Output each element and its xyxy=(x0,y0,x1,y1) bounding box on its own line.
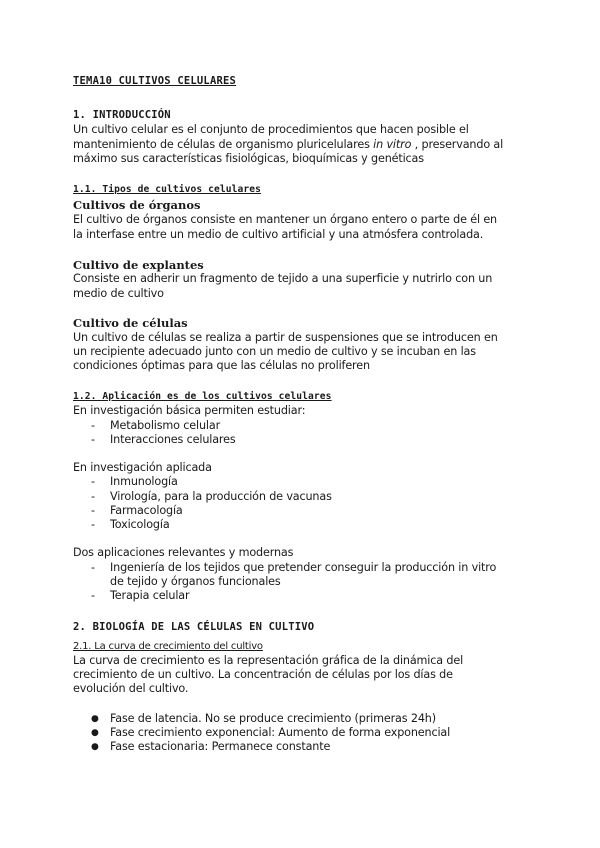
subsection-heading-aplicaciones: 1.2. Aplicación es de los cultivos celulares xyxy=(73,391,332,402)
intro-line-3: máximo sus características fisiológicas, bioquímicas y genéticas xyxy=(73,152,424,165)
organos-line-2: la interfase entre un medio de cultivo artificial y una atmósfera controlada. xyxy=(73,228,484,241)
section-heading-biologia: 2. BIOLOGÍA DE LAS CÉLULAS EN CULTIVO xyxy=(73,621,315,633)
biologia-line-3: evolución del cultivo. xyxy=(73,682,189,695)
explantes-line-2: medio de cultivo xyxy=(73,287,164,300)
biologia-line-1: La curva de crecimiento es la representación gráfica de la dinámica del xyxy=(73,654,464,667)
subsection-heading-curva: 2.1. La curva de crecimiento del cultivo xyxy=(73,641,263,652)
subsection-heading-tipos: 1.1. Tipos de cultivos celulares xyxy=(73,184,262,195)
basica-intro: En investigación básica permiten estudiar: xyxy=(73,404,306,417)
italic-in-vitro: in vitro xyxy=(373,138,412,151)
biologia-line-2: crecimiento de un cultivo. La concentración de células por los días de xyxy=(73,668,453,681)
celulas-line-2: un recipiente adecuado junto con un medio de cultivo y se incuban en las xyxy=(73,345,476,358)
organos-line-1: El cultivo de órganos consiste en mantener un órgano entero o parte de él en xyxy=(73,213,497,226)
subtitle-cultivos-organos: Cultivos de órganos xyxy=(73,198,201,212)
document-title: TEMA10 CULTIVOS CELULARES xyxy=(73,75,237,87)
intro-line-1: Un cultivo celular es el conjunto de procedimientos que hacen posible el xyxy=(73,123,469,136)
explantes-line-1: Consiste en adherir un fragmento de tejido a una superficie y nutrirlo con un xyxy=(73,272,493,285)
subtitle-cultivo-celulas: Cultivo de células xyxy=(73,316,188,330)
celulas-line-1: Un cultivo de células se realiza a partir de suspensiones que se introducen en xyxy=(73,331,498,344)
modernas-intro: Dos aplicaciones relevantes y modernas xyxy=(73,546,294,559)
intro-line-2: mantenimiento de células de organismo pluricelulares in vitro , preservando al xyxy=(73,138,504,151)
celulas-line-3: condiciones óptimas para que las células no proliferen xyxy=(73,359,370,372)
bullet-icon: ● xyxy=(91,742,99,752)
bullet-icon: ● xyxy=(91,728,99,738)
section-heading-introduccion: 1. INTRODUCCIÓN xyxy=(73,109,171,121)
bullet-icon: ● xyxy=(91,714,99,724)
subtitle-cultivo-explantes: Cultivo de explantes xyxy=(73,258,204,272)
aplicada-intro: En investigación aplicada xyxy=(73,461,212,474)
